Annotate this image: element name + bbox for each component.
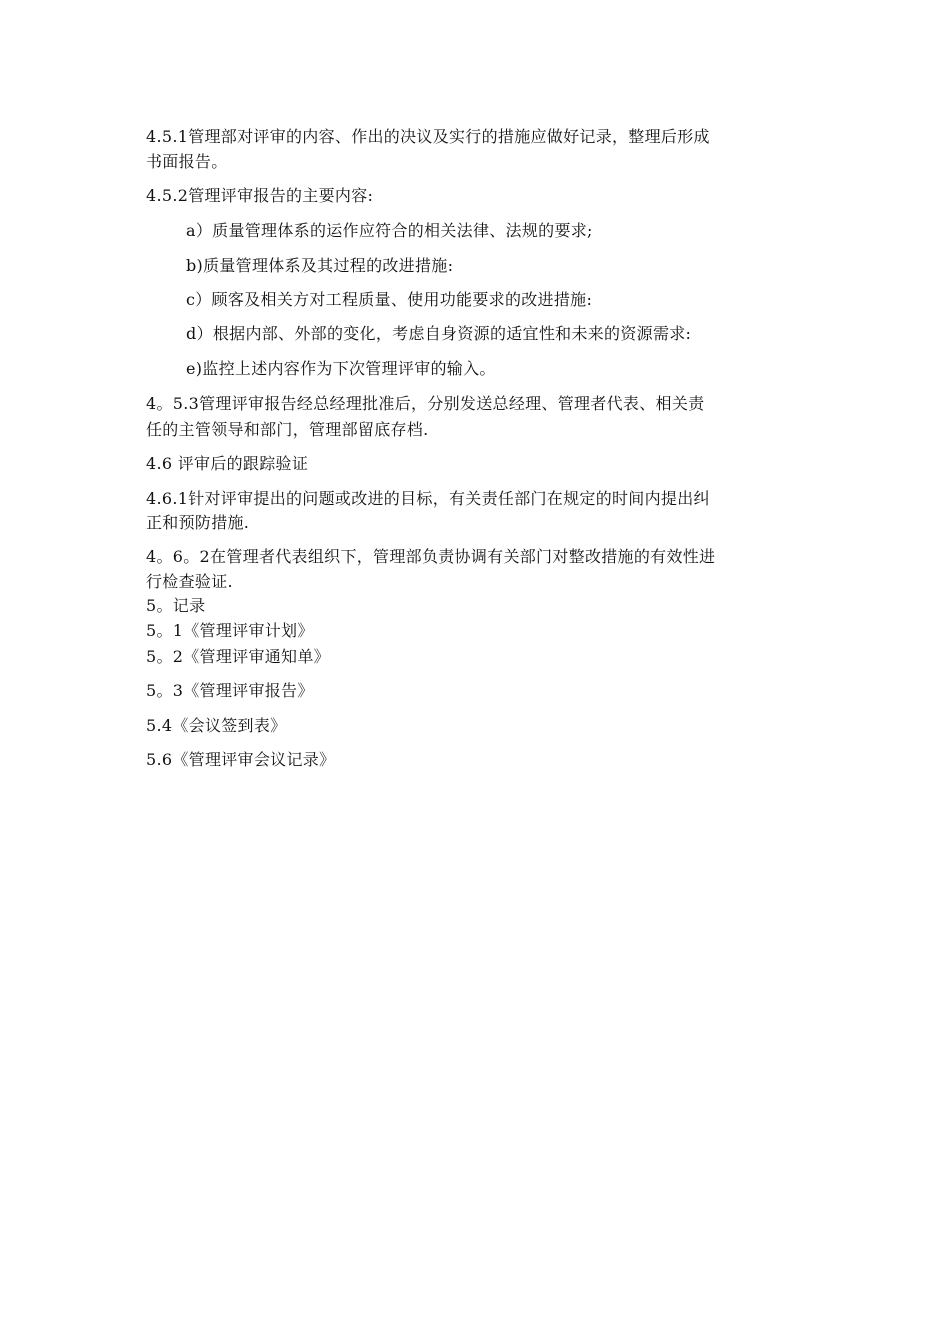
text-line: 任的主管领导和部门，管理部留底存档. <box>146 420 429 439</box>
text-line: 4.5.1管理部对评审的内容、作出的决议及实行的措施应做好记录，整理后形成 <box>146 127 710 146</box>
text-line: 4.5.2管理评审报告的主要内容: <box>146 186 374 205</box>
section-heading: 5。记录 <box>146 596 206 615</box>
text-line: 4.6.1针对评审提出的问题或改进的目标，有关责任部门在规定的时间内提出纠 <box>146 489 710 508</box>
list-item: a）质量管理体系的运作应符合的相关法律、法规的要求; <box>186 221 593 240</box>
text-line: 行检查验证. <box>146 572 233 591</box>
list-item: d）根据内部、外部的变化，考虑自身资源的适宜性和未来的资源需求: <box>186 324 692 343</box>
list-item: c）顾客及相关方对工程质量、使用功能要求的改进措施: <box>186 290 593 309</box>
record-item: 5。3《管理评审报告》 <box>146 681 314 700</box>
list-item: b)质量管理体系及其过程的改进措施: <box>186 256 454 275</box>
record-item: 5.6《管理评审会议记录》 <box>146 750 336 769</box>
record-item: 5。1《管理评审计划》 <box>146 621 314 640</box>
list-item: e)监控上述内容作为下次管理评审的输入。 <box>186 359 496 378</box>
record-item: 5.4《会议签到表》 <box>146 716 287 735</box>
text-line: 4。6。2在管理者代表组织下，管理部负责协调有关部门对整改措施的有效性进 <box>146 547 716 566</box>
section-heading: 4.6 评审后的跟踪验证 <box>146 454 309 473</box>
text-line: 4。5.3管理评审报告经总经理批准后，分别发送总经理、管理者代表、相关责 <box>146 394 705 413</box>
text-line: 书面报告。 <box>146 152 228 171</box>
record-item: 5。2《管理评审通知单》 <box>146 647 330 666</box>
text-line: 正和预防措施. <box>146 513 250 532</box>
